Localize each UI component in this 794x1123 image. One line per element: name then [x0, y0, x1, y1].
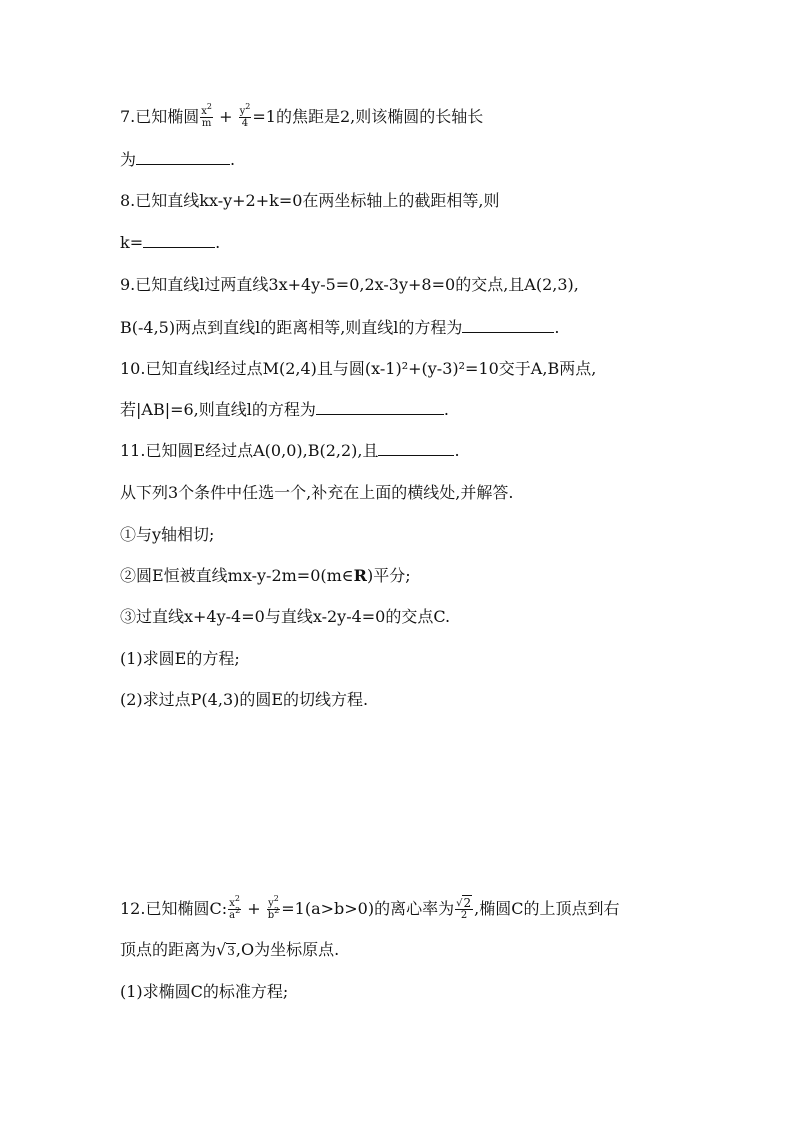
q12-f2-den: b — [267, 910, 275, 921]
q12-sup-d: 2 — [274, 906, 280, 915]
q7-prefix: 7.已知椭圆 — [120, 107, 200, 126]
q12-e-num: 2 — [463, 896, 472, 910]
q7-frac2-num: y — [239, 106, 246, 117]
q11-line1 — [120, 441, 460, 461]
q9-line1-text: 9.已知直线l过两直线3x+4y-5=0,2x-3y+8=0的交点,且A(2,3), — [120, 275, 579, 294]
q12-line2-b: ,O为坐标原点. — [235, 940, 340, 959]
q7-frac1-den: m — [201, 118, 212, 129]
q11-end: . — [454, 441, 460, 460]
q11-line1-text: 11.已知圆E经过点A(0,0),B(2,2),且 — [120, 441, 379, 460]
q12-part-1: (1)求椭圆C的标准方程; — [120, 982, 289, 1001]
q12-f1-num: x — [229, 898, 235, 909]
q11-opt2-a: ②圆E恒被直线mx-y-2m=0(m∈ — [120, 566, 354, 585]
q10-answer-blank[interactable] — [316, 400, 444, 415]
q8-line1-text: 8.已知直线kx-y+2+k=0在两坐标轴上的截距相等,则 — [120, 191, 500, 210]
q12-sup-b: 2 — [235, 906, 241, 915]
q8-line1 — [120, 191, 500, 211]
q12-line1 — [120, 894, 620, 921]
q7-sup-a: 2 — [206, 102, 213, 111]
q11-part-1: (1)求圆E的方程; — [120, 649, 240, 668]
q7-frac1-num: x — [201, 106, 207, 117]
q9-line2-text: B(-4,5)两点到直线l的距离相等,则直线l的方程为 — [120, 318, 463, 337]
q7-fraction-y2-4 — [239, 102, 252, 129]
q12-fraction-y2-b2 — [267, 894, 281, 921]
q12-e-den: 2 — [460, 910, 468, 921]
q7-frac2-den: 4 — [241, 118, 249, 129]
q7-sup-b: 2 — [245, 102, 251, 111]
q12-sqrt3-val: 3 — [227, 943, 235, 958]
q9-line1 — [120, 275, 579, 295]
q7-answer-blank[interactable] — [136, 150, 230, 165]
q7-rest: =1的焦距是2,则该椭圆的长轴长 — [252, 107, 484, 126]
q12-prefix: 12.已知椭圆C: — [120, 899, 228, 918]
q12-eccentricity-fraction: $\frac{√2}{2}$ — [456, 896, 472, 921]
q9-end: . — [554, 318, 560, 337]
q8-line2 — [120, 233, 220, 253]
q10-end: . — [443, 400, 449, 419]
q7-plus: + — [219, 107, 233, 126]
q10-line2 — [120, 400, 449, 420]
q7-fraction-x2-m — [200, 102, 213, 129]
q11-opt2-b: )平分; — [366, 566, 411, 585]
q12-line2-a: 顶点的距离为 — [120, 940, 217, 959]
q11-opt2-R: R — [353, 566, 367, 585]
q11-instruction: 从下列3个条件中任选一个,补充在上面的横线处,并解答. — [120, 483, 514, 502]
q7-end: . — [230, 150, 236, 169]
q8-answer-blank[interactable] — [143, 233, 215, 248]
q11-option-1: ①与y轴相切; — [120, 525, 215, 544]
q12-plus: + — [247, 899, 261, 918]
q12-sqrt3: √3 — [216, 940, 235, 959]
q7-line2-text: 为 — [120, 150, 137, 169]
q11-option-3: ③过直线x+4y-4=0与直线x-2y-4=0的交点C. — [120, 607, 451, 626]
q12-f1-den: a — [229, 910, 236, 921]
q11-part-2: (2)求过点P(4,3)的圆E的切线方程. — [120, 690, 369, 709]
q10-line1-text: 10.已知直线l经过点M(2,4)且与圆(x-1)²+(y-3)²=10交于A,B两点, — [120, 359, 597, 378]
q10-line1 — [120, 359, 596, 379]
q10-line2-text: 若|AB|=6,则直线l的方程为 — [120, 400, 316, 419]
q9-line2 — [120, 318, 560, 338]
q7-line2 — [120, 150, 235, 170]
q12-sup-c: 2 — [273, 894, 279, 903]
q7-line1 — [120, 102, 484, 129]
q11-option-2 — [120, 566, 411, 586]
q12-mid: =1(a>b>0)的离心率为 — [281, 899, 455, 918]
q9-answer-blank[interactable] — [462, 318, 554, 333]
q12-line2 — [120, 940, 339, 961]
q8-end: . — [215, 233, 221, 252]
q12-fraction-x2-a2 — [228, 894, 241, 921]
q12-f2-num: y — [268, 898, 274, 909]
q12-sup-a: 2 — [234, 894, 240, 903]
q11-condition-blank[interactable] — [378, 441, 454, 456]
q12-after: ,椭圆C的上顶点到右 — [474, 899, 620, 918]
q8-line2-text: k= — [120, 233, 144, 252]
